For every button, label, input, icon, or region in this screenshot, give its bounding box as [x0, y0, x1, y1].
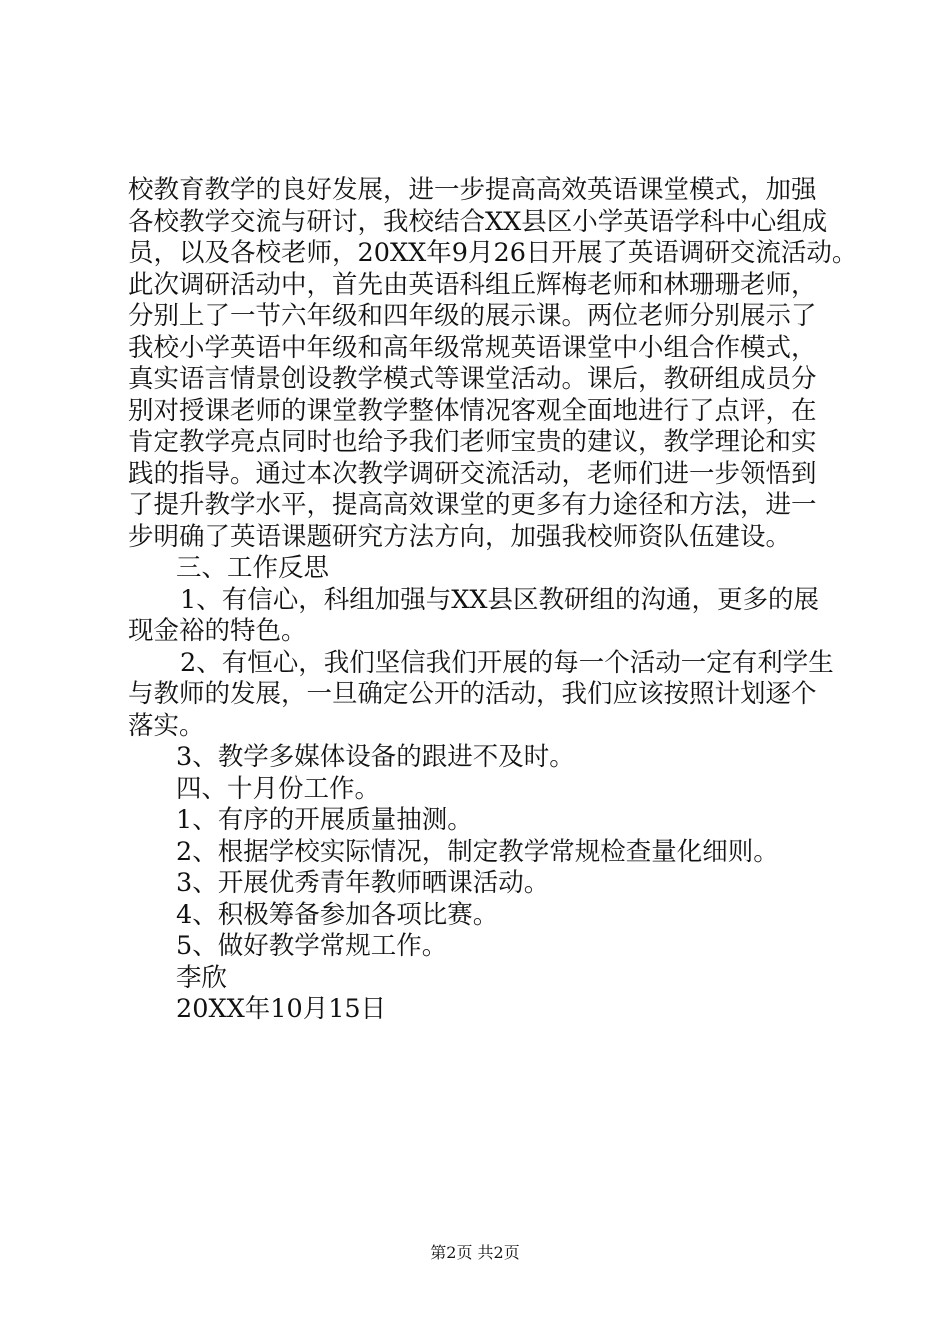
text-line: 真实语言情景创设教学模式等课堂活动。课后，教研组成员分: [128, 364, 817, 394]
list-item: 1、有序的开展质量抽测。: [176, 805, 473, 835]
page-footer: [0, 1243, 950, 1263]
text-line: 现金裕的特色。: [128, 616, 307, 646]
page-number: 第2页 共2页: [430, 1243, 520, 1262]
document-body: [128, 175, 858, 1026]
list-item: 5、做好教学常规工作。: [176, 931, 448, 961]
text-line: 我校小学英语中年级和高年级常规英语课堂中小组合作模式，: [128, 332, 817, 363]
text-line: 践的指导。通过本次教学调研交流活动，老师们进一步领悟到: [128, 458, 817, 489]
section-heading: 三、工作反思: [176, 553, 330, 583]
text-line: 步明确了英语课题研究方法方向，加强我校师资队伍建设。: [128, 521, 792, 552]
text-line: 肯定教学亮点同时也给予我们老师宝贵的建议，教学理论和实: [128, 427, 817, 457]
list-item: 1、有信心，科组加强与XX县区教研组的沟通，更多的展: [180, 584, 820, 615]
text-line: 了提升教学水平，提高高效课堂的更多有力途径和方法，进一: [128, 490, 817, 520]
list-item: 2、根据学校实际情况，制定教学常规检查量化细则。: [176, 836, 779, 867]
text-line: 别对授课老师的课堂教学整体情况客观全面地进行了点评，在: [128, 395, 817, 426]
author-name: 李欣: [176, 962, 228, 993]
text-line: 此次调研活动中，首先由英语科组丘辉梅老师和林珊珊老师，: [128, 269, 817, 300]
text-line: 与教师的发展，一旦确定公开的活动，我们应该按照计划逐个: [128, 679, 817, 709]
text-line: 校教育教学的良好发展，进一步提高高效英语课堂模式，加强: [128, 175, 817, 205]
text-line: 各校教学交流与研讨，我校结合XX县区小学英语学科中心组成: [128, 206, 828, 237]
text-line: 落实。: [128, 710, 205, 741]
document-date: 20XX年10月15日: [176, 994, 387, 1024]
text-line: 员，以及各校老师，20XX年9月26日开展了英语调研交流活动。: [128, 238, 858, 268]
list-item: 3、教学多媒体设备的跟进不及时。: [176, 742, 575, 772]
list-item: 2、有恒心，我们坚信我们开展的每一个活动一定有利学生: [180, 647, 834, 678]
list-item: 4、积极筹备参加各项比赛。: [176, 899, 499, 930]
section-heading: 四、十月份工作。: [176, 773, 381, 804]
text-line: 分别上了一节六年级和四年级的展示课。两位老师分别展示了: [128, 301, 817, 331]
list-item: 3、开展优秀青年教师晒课活动。: [176, 868, 550, 898]
